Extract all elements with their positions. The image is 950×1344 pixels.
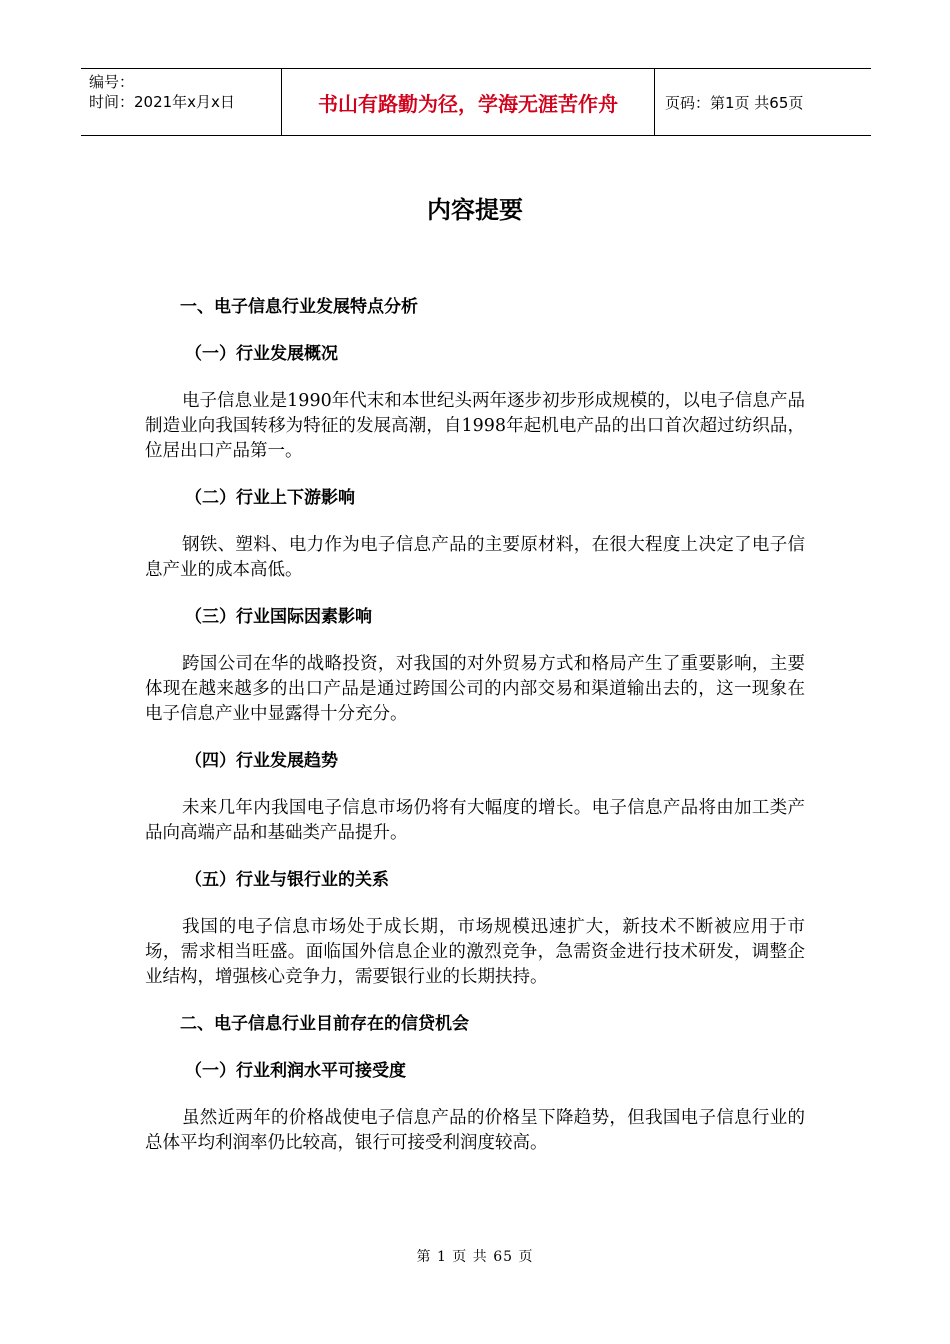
paragraph: 钢铁、塑料、电力作为电子信息产品的主要原材料，在很大程度上决定了电子信息产业的成本高低。 <box>145 535 805 580</box>
page-title: 内容提要 <box>427 196 523 224</box>
paragraph: 电子信息业是1990年代末和本世纪头两年逐步初步形成规模的，以电子信息产品制造业向我国转移为特征的发展高潮，自1998年起机电产品的出口首次超过纺织品，位居出口产品第一。 <box>145 391 805 461</box>
header-motto: 书山有路勤为径，学海无涯苦作舟 <box>282 69 655 135</box>
section-heading-1: 一、电子信息行业发展特点分析 <box>180 297 418 317</box>
paragraph: 虽然近两年的价格战使电子信息产品的价格呈下降趋势，但我国电子信息行业的总体平均利润率仍比较高，银行可接受利润度较高。 <box>145 1108 805 1153</box>
section-heading-2: 二、电子信息行业目前存在的信贷机会 <box>180 1014 469 1034</box>
document-body <box>145 290 805 1156</box>
paragraph: 跨国公司在华的战略投资，对我国的对外贸易方式和格局产生了重要影响，主要体现在越来越多的出口产品是通过跨国公司的内部交易和渠道输出去的，这一现象在电子信息产业中显露得十分充分。 <box>145 654 805 724</box>
subsection-heading: （三）行业国际因素影响 <box>185 607 372 627</box>
header-page-info: 页码：第1页 共65页 <box>665 93 804 112</box>
subsection-heading: （五）行业与银行业的关系 <box>185 870 389 890</box>
subsection-heading: （一）行业利润水平可接受度 <box>185 1061 406 1081</box>
document-header <box>81 68 871 136</box>
paragraph: 未来几年内我国电子信息市场仍将有大幅度的增长。电子信息产品将由加工类产品向高端产品和基础类产品提升。 <box>145 798 805 843</box>
document-number-label: 编号： <box>89 73 135 91</box>
document-date: 时间：2021年x月x日 <box>89 93 235 111</box>
subsection-heading: （四）行业发展趋势 <box>185 751 338 771</box>
subsection-heading: （一）行业发展概况 <box>185 344 338 364</box>
page-footer: 第 1 页 共 65 页 <box>416 1249 534 1265</box>
header-meta-cell <box>81 69 282 135</box>
subsection-heading: （二）行业上下游影响 <box>185 488 355 508</box>
paragraph: 我国的电子信息市场处于成长期，市场规模迅速扩大，新技术不断被应用于市场，需求相当旺盛。面临国外信息企业的激烈竞争，急需资金进行技术研发，调整企业结构，增强核心竞争力，需要银行业的长期扶持。 <box>145 917 805 987</box>
